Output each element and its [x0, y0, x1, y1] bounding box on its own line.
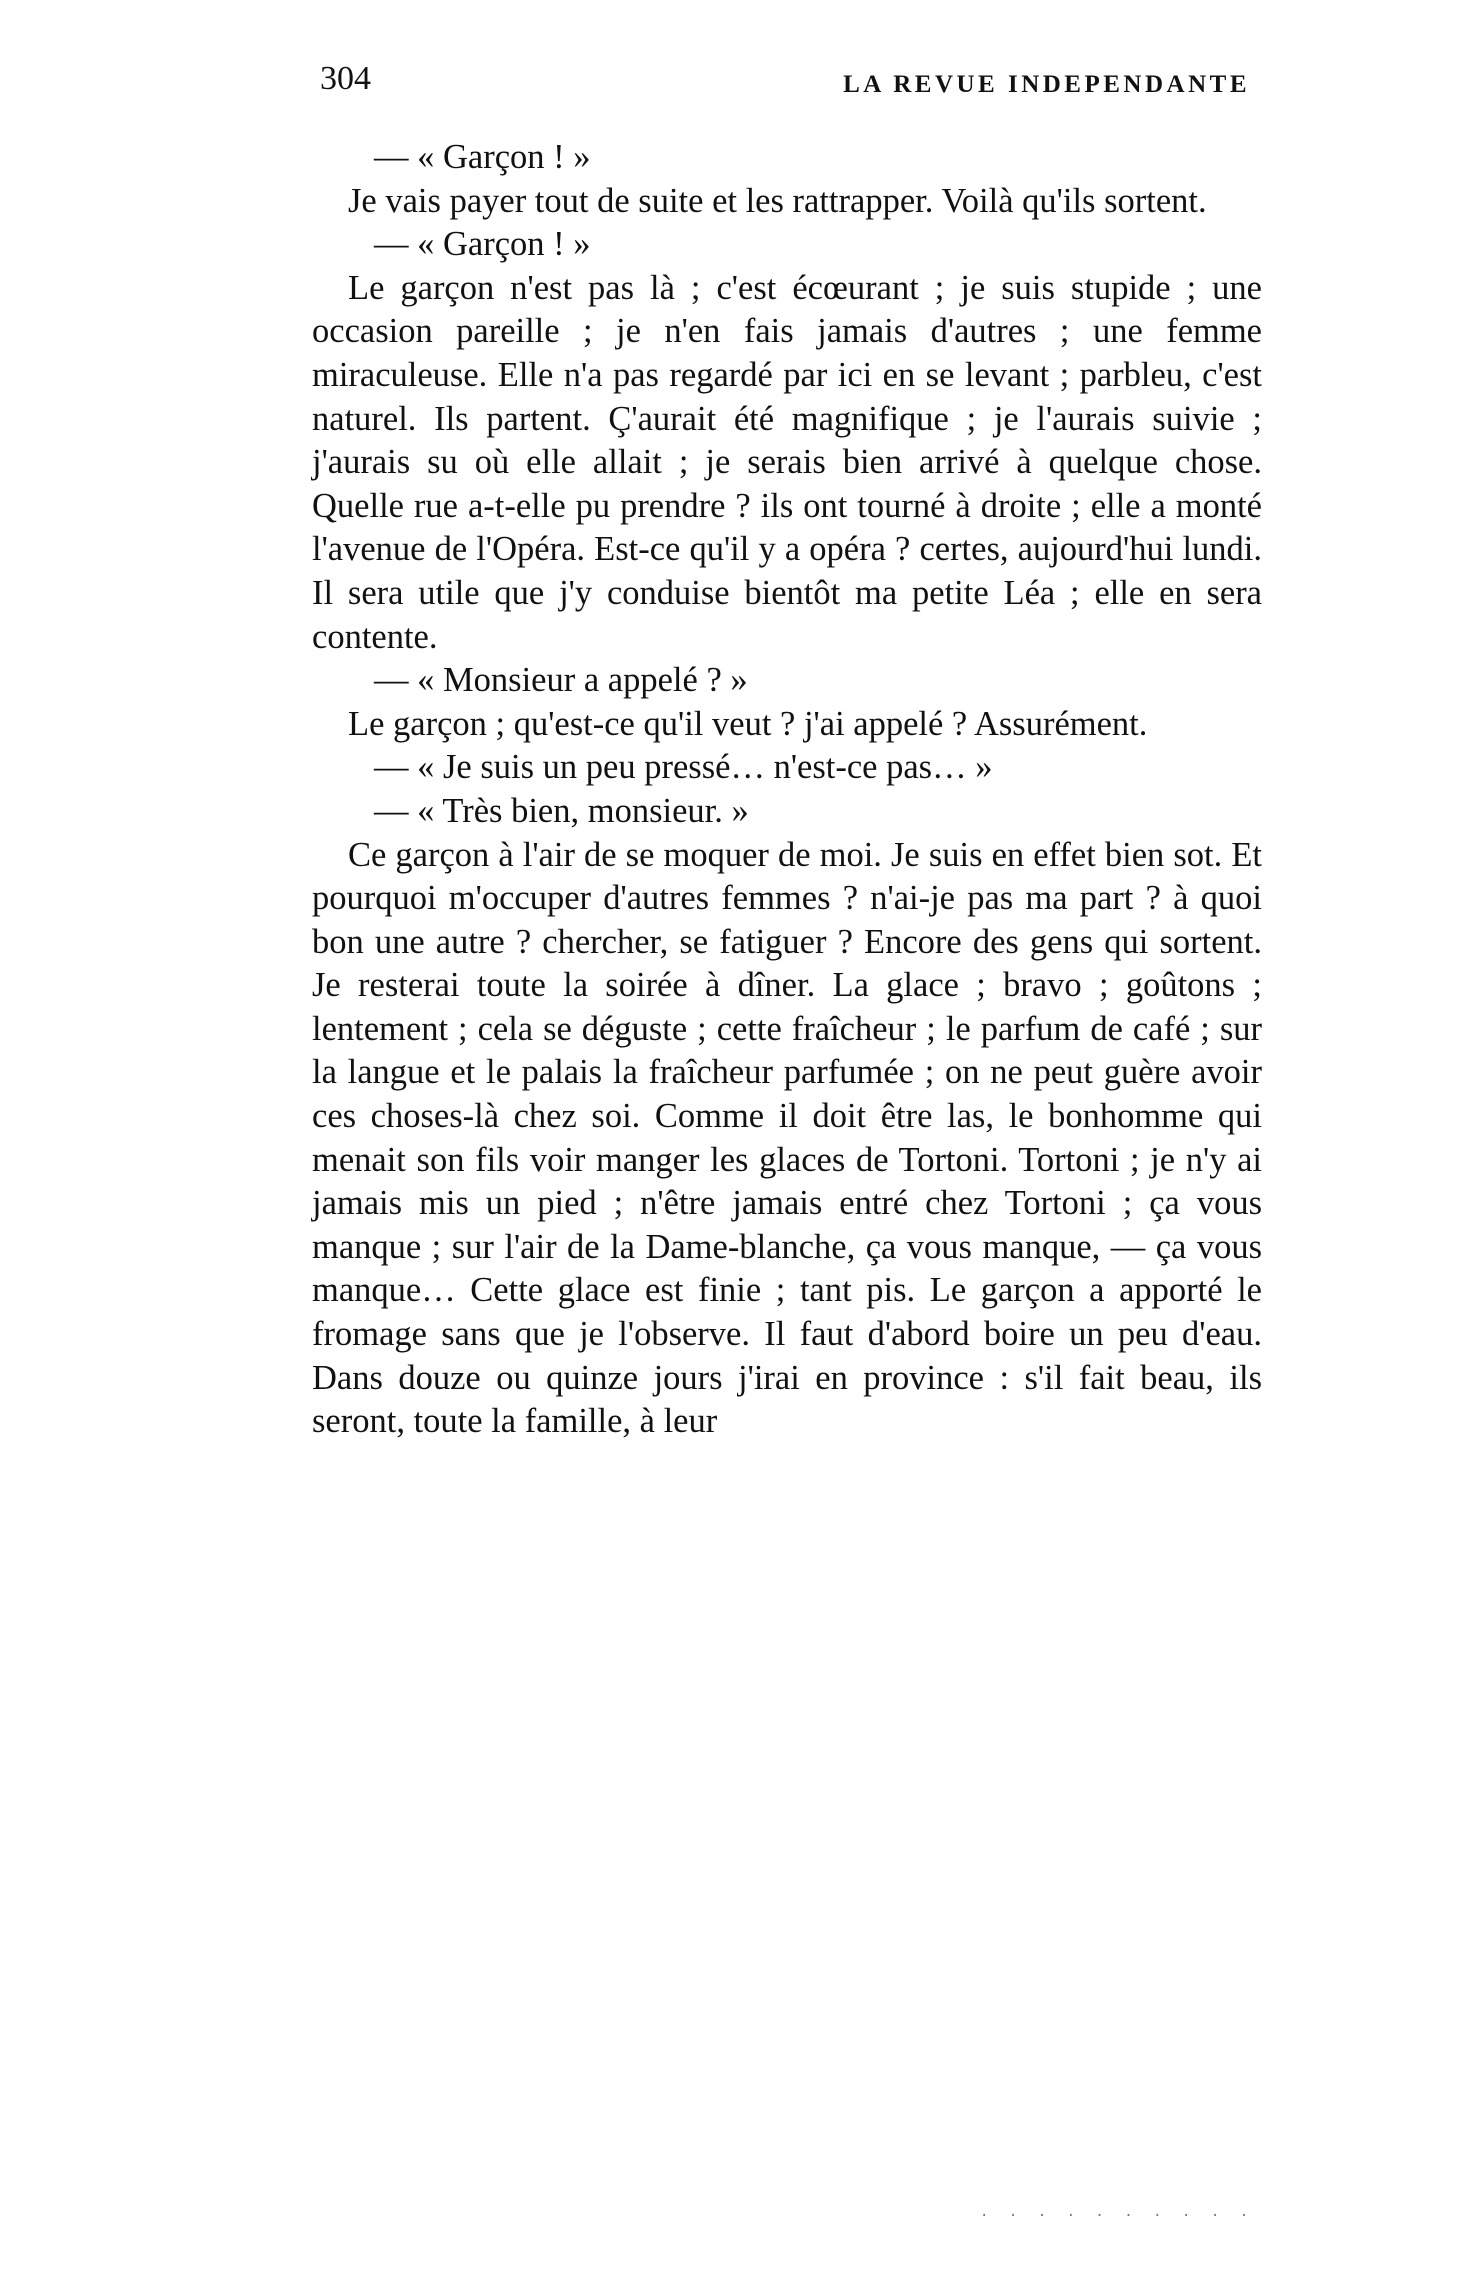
paragraph: — « Très bien, monsieur. »	[374, 791, 749, 830]
paragraph: Le garçon ; qu'est-ce qu'il veut ? j'ai appelé ? Assurément.	[348, 704, 1148, 743]
paragraph: — « Je suis un peu pressé… n'est-ce pas… »	[374, 748, 993, 787]
paragraph: Je vais payer tout de suite et les rattrapper. Voilà qu'ils sortent.	[348, 181, 1207, 220]
paragraph: — « Monsieur a appelé ? »	[374, 661, 748, 700]
paragraph: — « Garçon ! »	[374, 225, 591, 264]
scan-artifact: · · · · · · · · · ·	[980, 2208, 1255, 2224]
paragraph: Ce garçon à l'air de se moquer de moi. Je suis en effet bien sot. Et pourquoi m'occuper d'autres femmes ? n'ai-je pas ma part ? à quoi bon une autre ? chercher, se fatiguer ? Encore des gens qui sortent. Je resterai toute la soirée à dîner. La glace ; bravo ; goûtons ; lentement ; cela se déguste ; cette fraîcheur ; le parfum de café ; sur la langue et le palais la fraîcheur parfumée ; on ne peut guère avoir ces choses-là chez soi. Comme il doit être las, le bonhomme qui menait son fils voir manger les glaces de Tortoni. Tortoni ; je n'y ai jamais mis un pied ; n'être jamais entré chez Tortoni ; ça vous manque ; sur l'air de la Dame-blanche, ça vous manque, — ça vous manque… Cette glace est finie ; tant pis. Le garçon a apporté le fromage sans que je l'observe. Il faut d'abord boire un peu d'eau. Dans douze ou quinze jours j'irai en province : s'il fait beau, ils seront, toute la famille, à leur	[312, 835, 1262, 1441]
page-number: 304	[320, 60, 371, 97]
running-title: LA REVUE INDEPENDANTE	[843, 71, 1250, 98]
paragraph: — « Garçon ! »	[374, 138, 591, 176]
paragraph: Le garçon n'est pas là ; c'est écœurant ; je suis stupide ; une occasion pareille ; je n'en fais jamais d'autres ; une femme miraculeuse. Elle n'a pas regardé par ici en se levant ; parbleu, c'est naturel. Ils partent. Ç'aurait été magnifique ; je l'aurais suivie ; j'aurais su où elle allait ; je serais bien arrivé à quelque chose. Quelle rue a-t-elle pu prendre ? ils ont tourné à droite ; elle a monté l'avenue de l'Opéra. Est-ce qu'il y a opéra ? certes, aujourd'hui lundi. Il sera utile que j'y conduise bientôt ma petite Léa ; elle en sera contente.	[312, 268, 1262, 656]
body-text	[312, 136, 1262, 1444]
